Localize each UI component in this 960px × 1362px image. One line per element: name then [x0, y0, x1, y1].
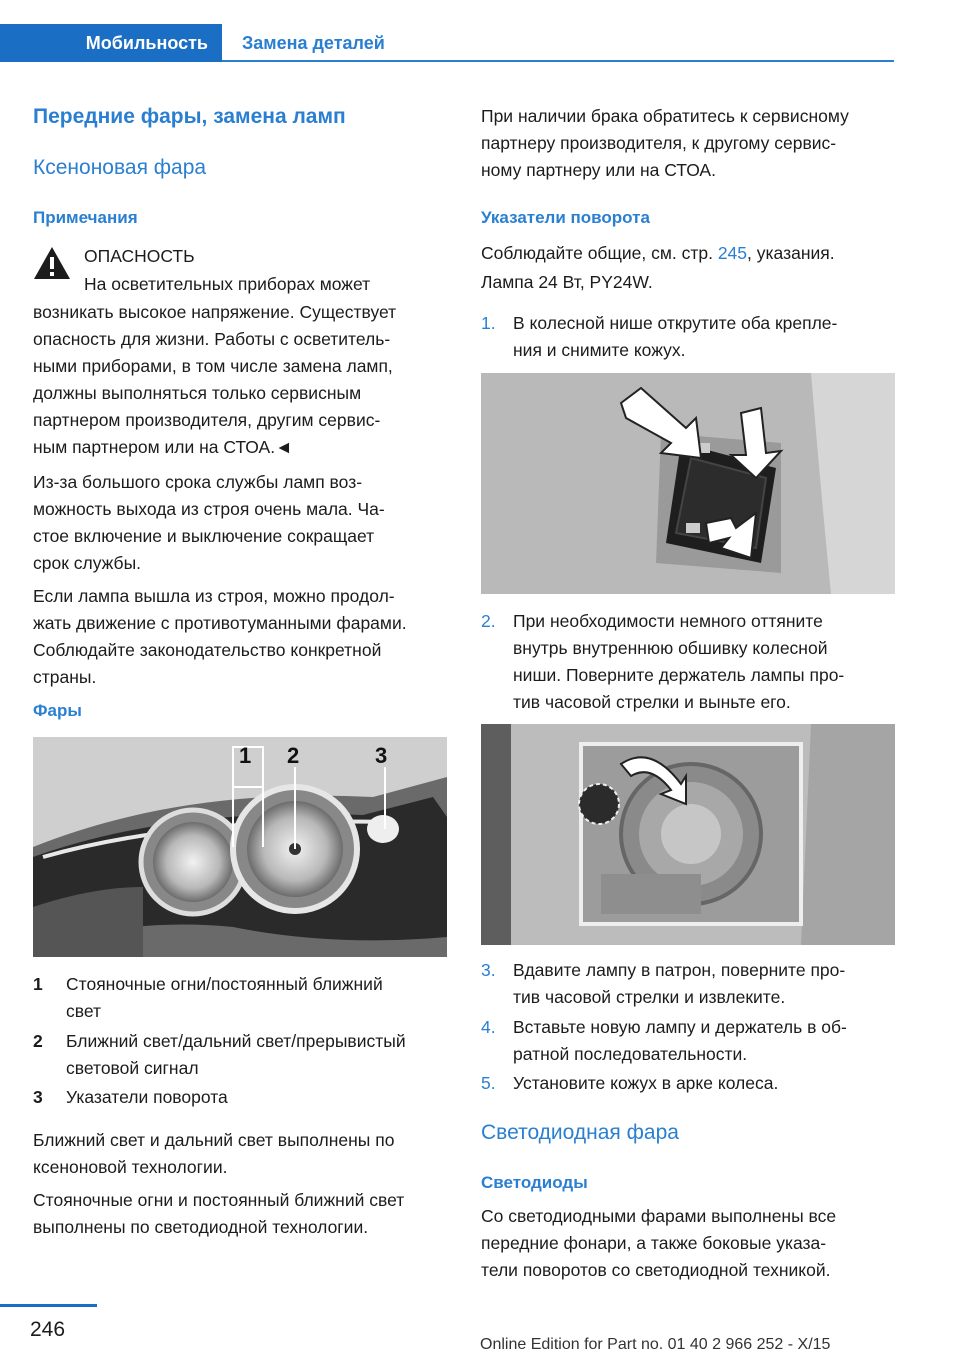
step-2-line-2: ниши. Поверните держатель лампы про- [513, 665, 845, 685]
page-title: Передние фары, замена ламп [33, 105, 346, 128]
warning-line-1: возникать высокое напряжение. Существует [33, 302, 397, 322]
header-tab-mobility: Мобильность [0, 24, 222, 62]
header-rule [222, 60, 894, 62]
led-para-1: передние фонари, а также боковые указа- [481, 1233, 827, 1253]
wheel-arch-cover-illustration [481, 373, 895, 594]
para3-line-1: ксеноновой технологии. [33, 1157, 228, 1177]
warning-line-5: партнером производителя, другим сервис- [33, 410, 381, 430]
right-para-top-0: При наличии брака обратитесь к сервисному [481, 106, 849, 126]
bulb-holder-image [481, 724, 895, 945]
step-num-5: 5. [481, 1073, 496, 1093]
section-led: Светодиодная фара [481, 1121, 679, 1144]
legend-1-line-1: свет [66, 1001, 102, 1021]
headlight-image [33, 737, 447, 957]
para2-line-0: Если лампа вышла из строя, можно продол- [33, 586, 395, 606]
warning-icon [33, 246, 71, 280]
section-xenon: Ксеноновая фара [33, 156, 207, 179]
para4-line-1: выполнены по светодиодной технологии. [33, 1217, 369, 1237]
para1-line-2: стое включение и выключение сокращает [33, 526, 375, 546]
legend-1-line-0: Стояночные огни/постоянный ближний [66, 974, 383, 994]
turn-signals-heading: Указатели поворота [481, 208, 650, 227]
para1-line-1: можность выхода из строя очень мала. Ча- [33, 499, 385, 519]
header-tab-parts: Замена деталей [242, 32, 385, 53]
legend-2-line-0: Ближний свет/дальний свет/прерывистый [66, 1031, 406, 1051]
callout-3: 3 [375, 743, 388, 768]
page-number: 246 [30, 1318, 66, 1341]
callout-2: 2 [287, 743, 300, 768]
para3-line-0: Ближний свет и дальний свет выполнены по [33, 1130, 395, 1150]
legend-num-3: 3 [33, 1087, 43, 1107]
warning-line-6: ным партнером или на СТОА.◄ [33, 437, 293, 457]
warning-label: ОПАСНОСТЬ [84, 246, 195, 266]
step-3-line-0: Вдавите лампу в патрон, поверните про- [513, 960, 846, 980]
right-para-top-2: ному партнеру или на СТОА. [481, 160, 716, 180]
right-para-top-1: партнеру производителя, к другому сервис- [481, 133, 837, 153]
step-2-line-3: тив часовой стрелки и выньте его. [513, 692, 791, 712]
step-2-line-0: При необходимости немного оттяните [513, 611, 823, 631]
led-para-2: тели поворотов со светодиодной техникой. [481, 1260, 831, 1280]
step-num-4: 4. [481, 1017, 496, 1037]
step-3-line-1: тив часовой стрелки и извлеките. [513, 987, 786, 1007]
observe-line: Соблюдайте общие, см. стр. 245, указания. [481, 243, 835, 263]
para2-line-1: жать движение с противотуманными фарами. [33, 613, 407, 633]
para1-line-0: Из-за большого срока службы ламп воз- [33, 472, 363, 492]
step-1-line-0: В колесной нише открутите оба крепле- [513, 313, 838, 333]
legend-num-1: 1 [33, 974, 43, 994]
para1-line-3: срок службы. [33, 553, 142, 573]
warning-line-4: должны выполняться только сервисным [33, 383, 362, 403]
warning-line-0: На осветительных приборах может [84, 274, 371, 294]
callout-1: 1 [239, 743, 252, 768]
para4-line-0: Стояночные огни и постоянный ближний свет [33, 1190, 405, 1210]
warning-line-2: опасность для жизни. Работы с осветитель- [33, 329, 391, 349]
step-1-line-1: ния и снимите кожух. [513, 340, 686, 360]
notes-heading: Примечания [33, 208, 138, 227]
step-num-1: 1. [481, 313, 496, 333]
step-num-2: 2. [481, 611, 496, 631]
footer-rule [0, 1304, 97, 1307]
step-4-line-0: Вставьте новую лампу и держатель в об- [513, 1017, 847, 1037]
lamp-spec: Лампа 24 Вт, PY24W. [481, 272, 653, 292]
para2-line-3: страны. [33, 667, 97, 687]
step-2-line-1: внутрь внутреннюю обшивку колесной [513, 638, 828, 658]
legend-3-line-0: Указатели поворота [66, 1087, 228, 1107]
leds-heading: Светодиоды [481, 1173, 588, 1192]
page-link-245[interactable]: 245 [717, 243, 748, 263]
edition-note: Online Edition for Part no. 01 40 2 966 252 - X/15 [480, 1336, 831, 1353]
warning-line-3: ными приборами, в том числе замена ламп, [33, 356, 393, 376]
legend-2-line-1: световой сигнал [66, 1058, 199, 1078]
step-num-3: 3. [481, 960, 496, 980]
wheel-arch-cover-image [481, 373, 895, 594]
step-4-line-1: ратной последовательности. [513, 1044, 748, 1064]
para2-line-2: Соблюдайте законодательство конкретной [33, 640, 382, 660]
led-para-0: Со светодиодными фарами выполнены все [481, 1206, 837, 1226]
headlights-heading: Фары [33, 701, 82, 720]
bulb-holder-illustration [481, 724, 895, 945]
step-5-line-0: Установите кожух в арке колеса. [513, 1073, 779, 1093]
legend-num-2: 2 [33, 1031, 43, 1051]
headlight-illustration [33, 737, 447, 957]
